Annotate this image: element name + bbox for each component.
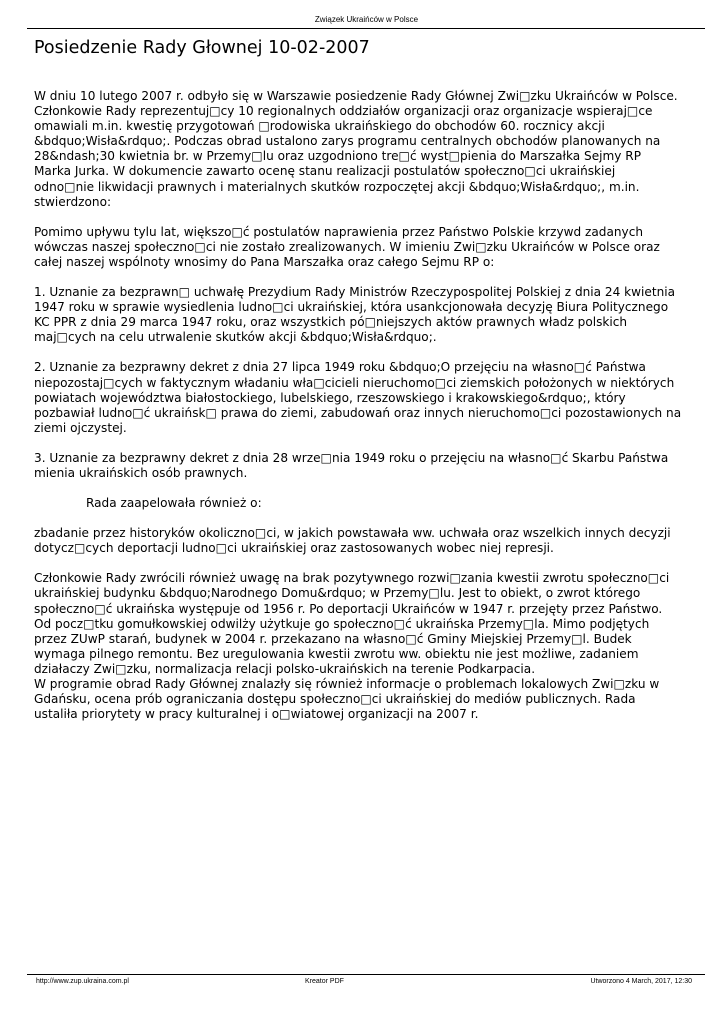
paragraph-request: Pomimo upływu tylu lat, większo□ć postulatów naprawienia przez Państwo Polskie krzywd zadanych wówczas naszej społeczno□ci nie zostało zrealizowanych. W imieniu Zwi□zku Ukraińców w Polsce oraz całej naszej wspólnoty wnosimy do Pana Marszałka oraz całego Sejmu RP o: [34, 224, 660, 269]
header-divider [27, 28, 705, 29]
paragraph-appeal: Rada zaapelowała również o: [86, 496, 262, 511]
paragraph-intro: W dniu 10 lutego 2007 r. odbyło się w Warszawie posiedzenie Rady Głównej Zwi□zku Ukraińców w Polsce. Członkowie Rady reprezentuj□cy 10 regionalnych oddziałów organizacji oraz organizacje wspieraj□ce omawiali m.in. kwestię przygotowań □rodowiska ukraińskiego do obchodów 60. rocznicy akcji &bdquo;Wisła&rdquo;. Podczas obrad ustalono zarys programu centralnych obchodów planowanych na 28&ndash;30 kwietnia br. w Przemy□lu oraz uzgodniono tre□ć wyst□pienia do Marszałka Sejmy RP Marka Jurka. W dokumencie zawarto ocenę stanu realizacji postulatów społeczno□ci ukraińskiej odno□nie likwidacji prawnych i materialnych skutków rozpoczętej akcji &bdquo;Wisła&rdquo;, m.in. stwierdzono: [34, 89, 678, 209]
footer-generator: Kreator PDF [305, 978, 344, 985]
paragraph-program: W programie obrad Rady Głównej znalazły się również informacje o problemach lokalowych Zwi□zku w Gdańsku, ocena prób ograniczania dostępu społeczno□ci ukraińskiej do mediów publicznych. Rada ustaliła priorytety w pracy kulturalnej i o□wiatowej organizacji na 2007 r. [34, 677, 660, 722]
paragraph-narodny-dom: Członkowie Rady zwrócili również uwagę na brak pozytywnego rozwi□zania kwestii zwrotu społeczno□ci ukraińskiej budynku &bdquo;Narodnego Domu&rdquo; w Przemy□lu. Jest to obiekt, o zwrot którego społeczno□ć ukraińska występuje od 1956 r. Po deportacji Ukraińców w 1947 r. przejęty przez Państwo. Od pocz□tku gomułkowskiej odwilży użytkuje go społeczno□ć ukraińska Przemy□la. Mimo podjętych przez ZUwP starań, budynek w 2004 r. przekazano na własno□ć Gminy Miejskiej Przemy□l. Budek wymaga pilnego remontu. Bez uregulowania kwestii zwrotu ww. obiektu nie jest możliwe, zadaniem działaczy Zwi□zku, normalizacja relacji polsko-ukraińskich na terenie Podkarpacia. [34, 571, 670, 676]
article-body [34, 89, 699, 737]
footer-url-link[interactable]: http://www.zup.ukraina.com.pl [36, 978, 129, 985]
footer-divider [27, 974, 705, 975]
paragraph-point-1: 1. Uznanie za bezprawn□ uchwałę Prezydium Rady Ministrów Rzeczypospolitej Polskiej z dnia 24 kwietnia 1947 roku w sprawie wysiedlenia ludno□ci ukraińskiej, która usankcjonowała decyzję Biura Politycznego KC PPR z dnia 29 marca 1947 roku, oraz wszystkich pó□niejszych aktów prawnych władz polskich maj□cych na celu utrwalenie skutków akcji &bdquo;Wisła&rdquo;. [34, 285, 676, 345]
paragraph-investigation: zbadanie przez historyków okoliczno□ci, w jakich powstawała ww. uchwała oraz wszelkich innych decyzji dotycz□cych deportacji ludno□ci ukraińskiej oraz zastosowanych wobec niej represji. [34, 526, 671, 556]
paragraph-point-3: 3. Uznanie za bezprawny dekret z dnia 28 wrze□nia 1949 roku o przejęciu na własno□ć Skarbu Państwa mienia ukraińskich osób prawnych. [34, 450, 669, 480]
page-header: Związek Ukraińców w Polsce [314, 15, 419, 24]
footer-created-date: Utworzono 4 March, 2017, 12:30 [590, 978, 692, 985]
page-title: Posiedzenie Rady Głownej 10-02-2007 [34, 38, 370, 58]
paragraph-point-2: 2. Uznanie za bezprawny dekret z dnia 27 lipca 1949 roku &bdquo;O przejęciu na własno□ć Państwa niepozostaj□cych w faktycznym władaniu wła□cicieli nieruchomo□ci ziemskich położonych w niektórych powiatach województwa białostockiego, lubelskiego, rzeszowskiego i krakowskiego&rdquo;, który pozbawiał ludno□ć ukraińsk□ prawa do ziemi, zabudowań oraz innych nieruchomo□ci pozostawionych na ziemi ojczystej. [34, 360, 682, 435]
